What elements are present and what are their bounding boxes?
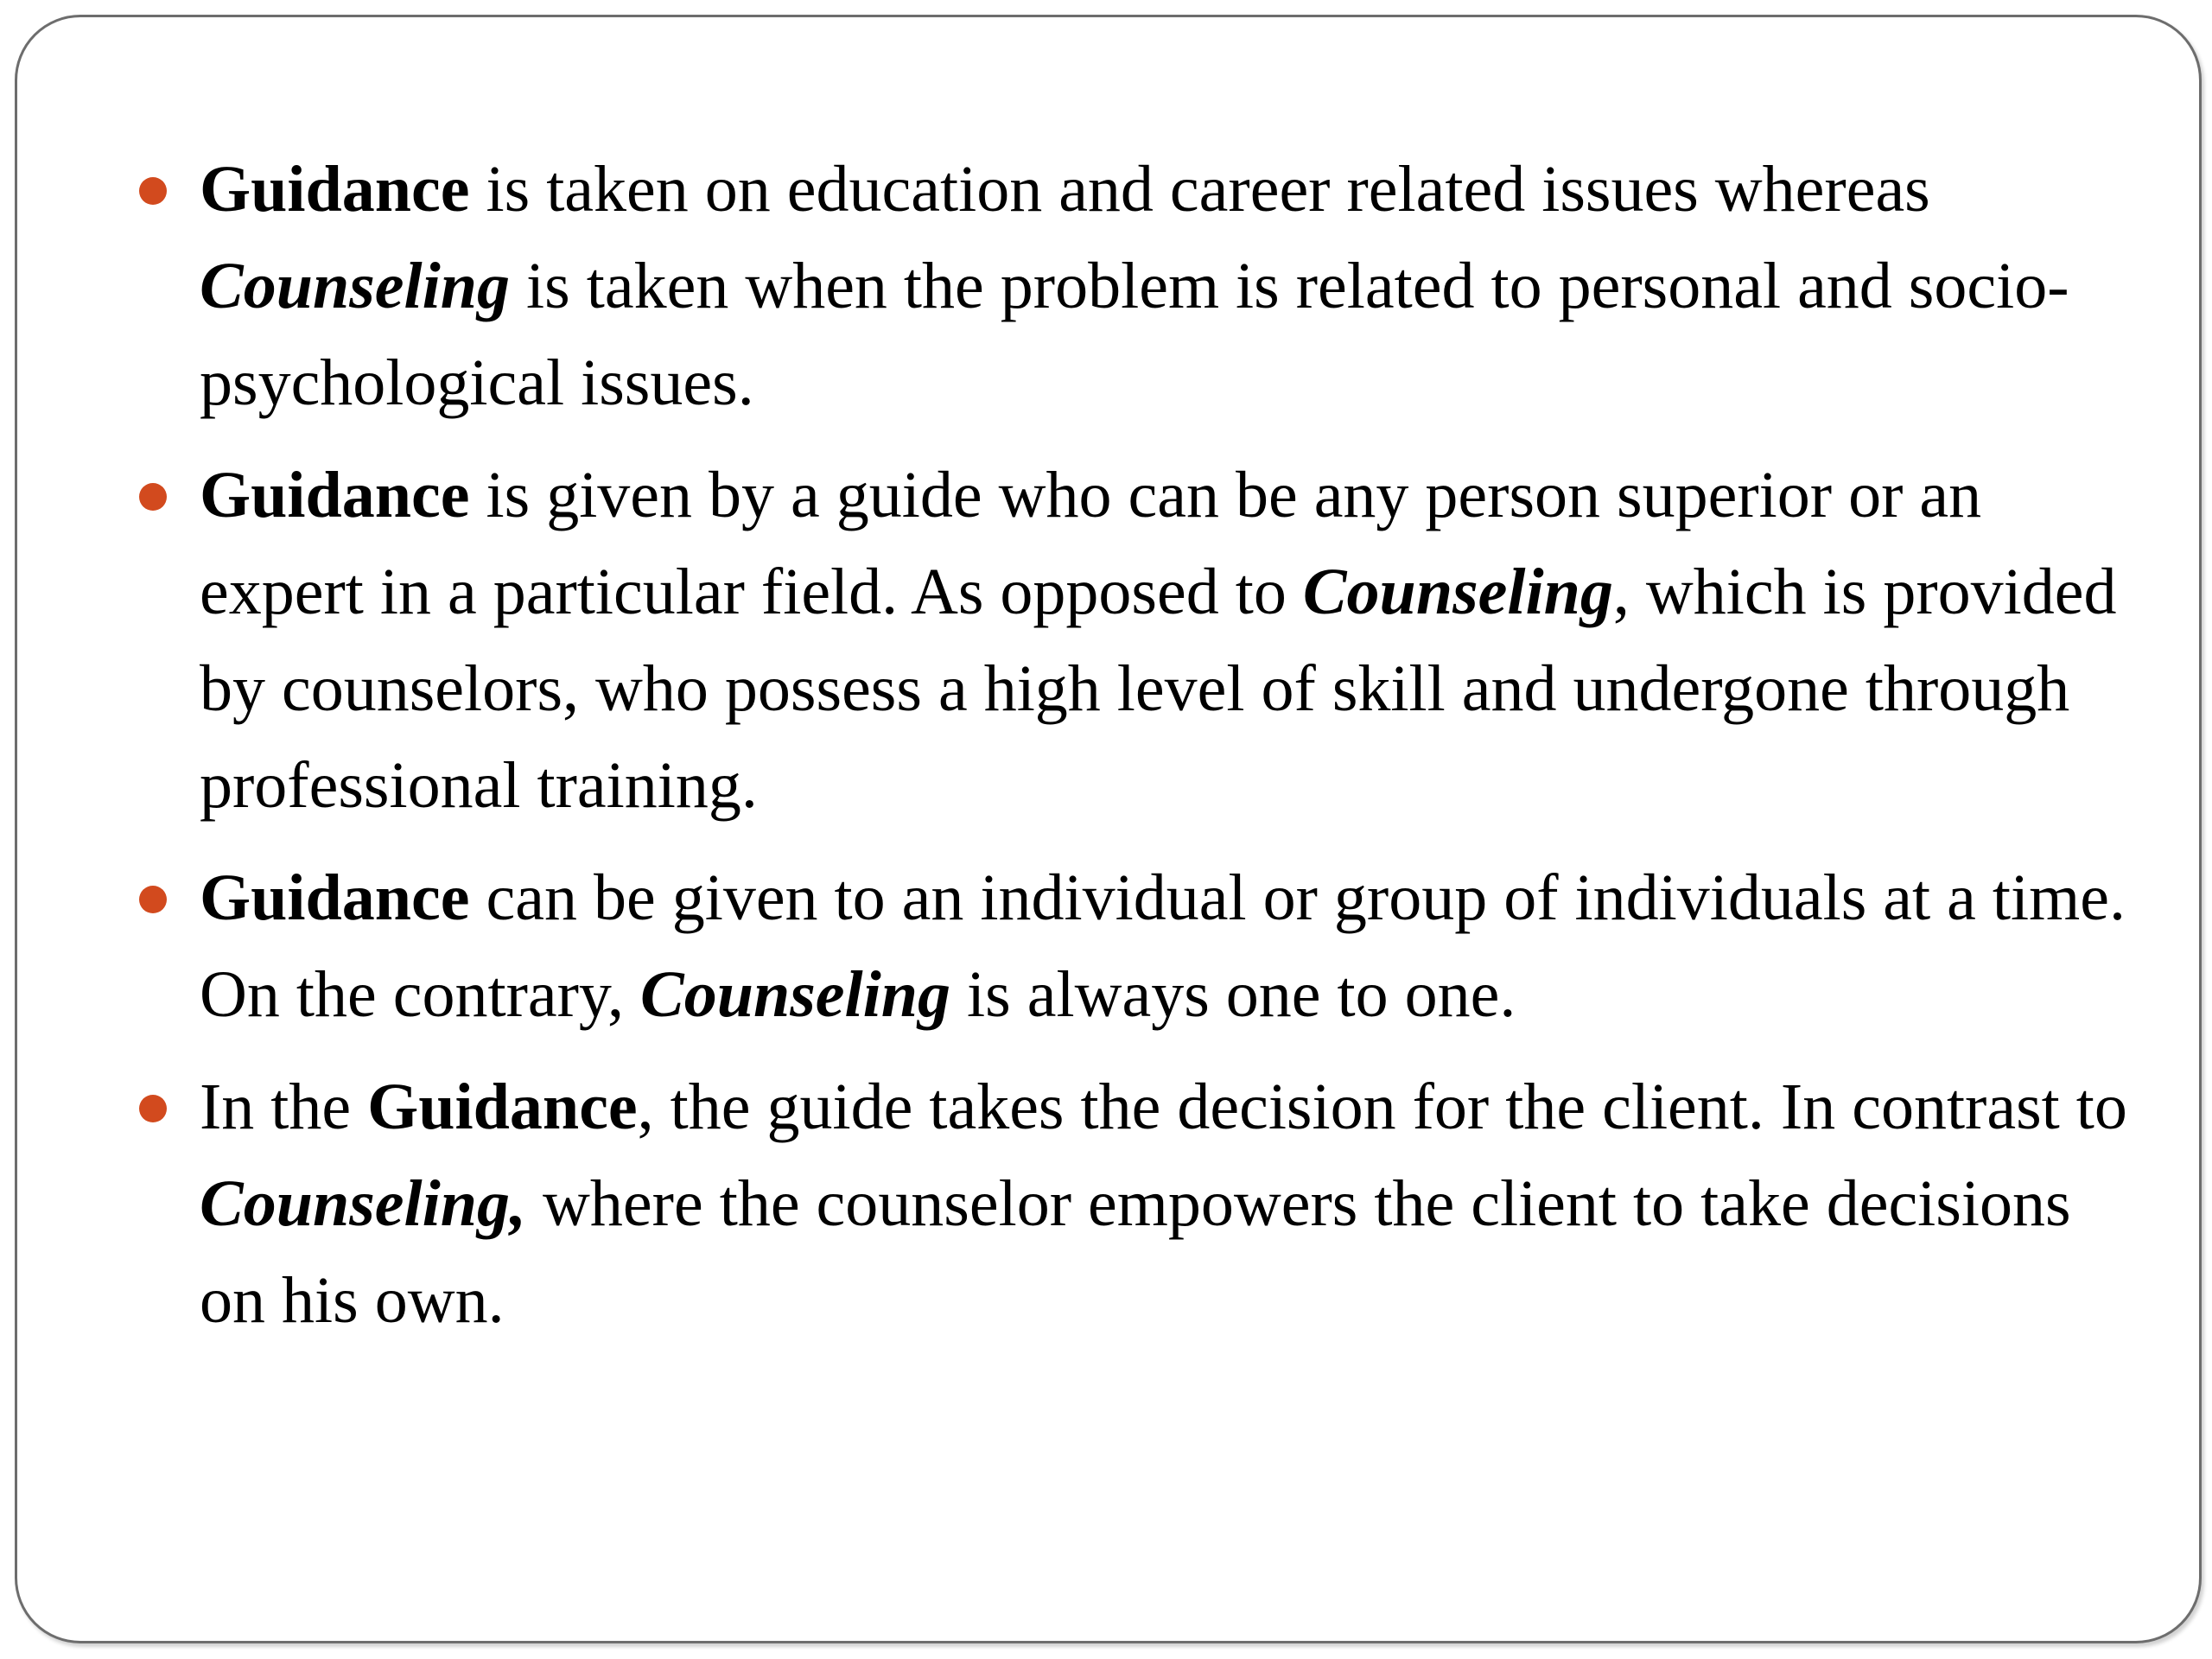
- bullet-dot-icon: [139, 177, 167, 205]
- counseling-term: Counseling: [1302, 556, 1613, 628]
- bullet-item-4: [0, 1058, 2212, 1349]
- counseling-term: Counseling: [640, 958, 951, 1031]
- bullet-item-3: [0, 849, 2212, 1043]
- bullet-text: where the counselor empowers the client to take decisions on his own.: [200, 1167, 2071, 1337]
- bullet-text: is always one to one.: [950, 958, 1516, 1031]
- bullet-text: , which is provided by counselors, who possess a high level of skill and undergone through professional training.: [200, 556, 2117, 822]
- guidance-term: Guidance: [367, 1071, 638, 1143]
- bullet-dot-icon: [139, 1095, 167, 1122]
- counseling-term: Counseling,: [200, 1167, 527, 1240]
- bullet-text: is given by a guide who can be any person superior or an expert in a particular field. As opposed to: [200, 459, 1982, 628]
- guidance-term: Guidance: [200, 861, 470, 934]
- bullet-text: In the: [200, 1071, 368, 1143]
- bullet-text: , the guide takes the decision for the client. In contrast to: [637, 1071, 2127, 1143]
- bullet-text: can be given to an individual or group of individuals at a time. On the contrary,: [200, 861, 2126, 1031]
- bullet-item-1: [0, 141, 2212, 431]
- bullet-dot-icon: [139, 483, 167, 511]
- bullet-dot-icon: [139, 886, 167, 913]
- counseling-term: Counseling: [200, 250, 511, 322]
- guidance-term: Guidance: [200, 459, 470, 531]
- bullet-item-2: [0, 447, 2212, 834]
- bullet-text: is taken on education and career related issues whereas: [469, 153, 1930, 226]
- guidance-term: Guidance: [200, 153, 470, 226]
- bullet-list: [0, 141, 2212, 1364]
- bullet-text: is taken when the problem is related to personal and socio-psychological issues.: [200, 250, 2069, 419]
